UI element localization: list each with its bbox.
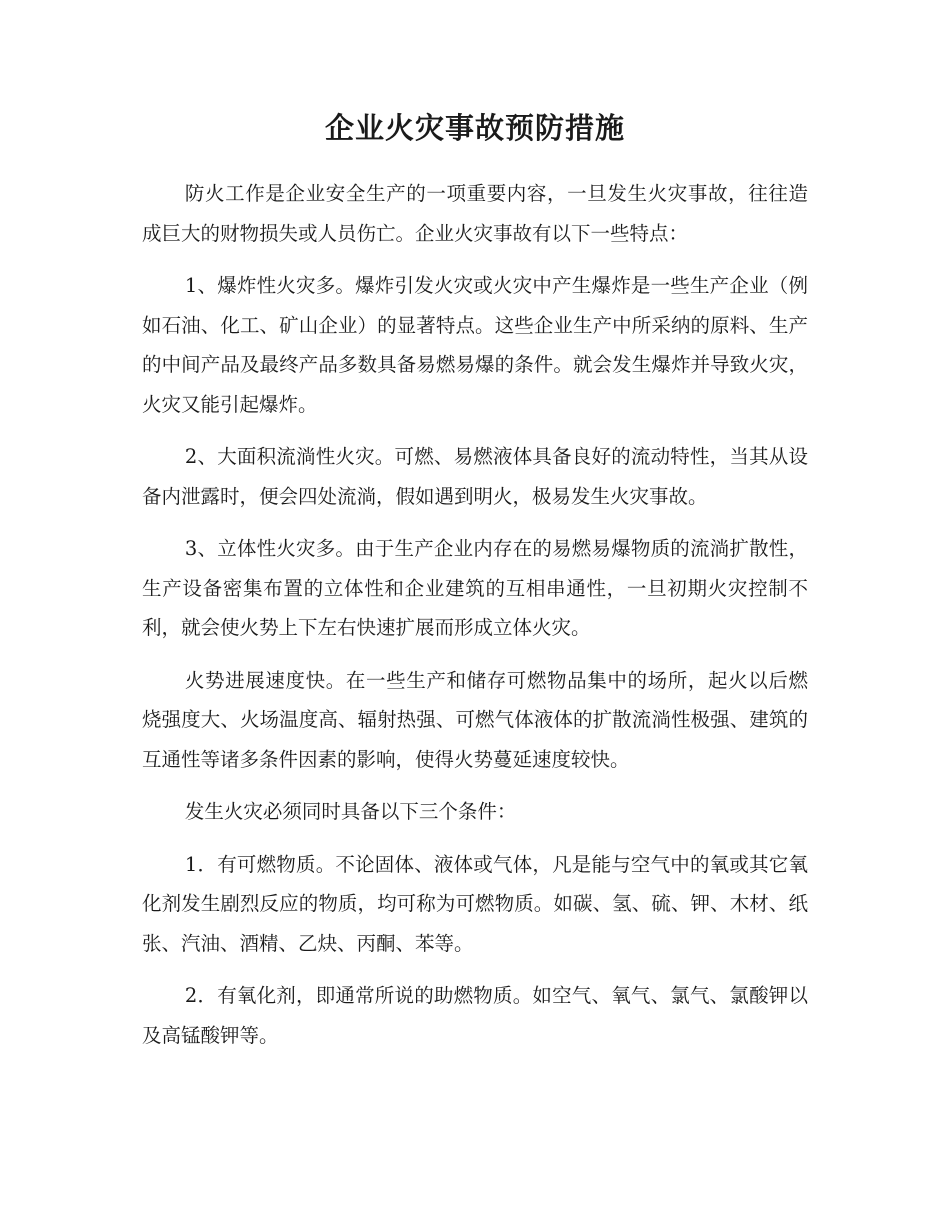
paragraph-oxidizers: 2．有氧化剂，即通常所说的助燃物质。如空气、氧气、氯气、氯酸钾以及高锰酸钾等。 (142, 984, 808, 1047)
paragraph-flowing-fires: 2、大面积流淌性火灾。可燃、易燃液体具备良好的流动特性，当其从设备内泄露时，便会四处流淌，假如遇到明火，极易发生火灾事故。 (142, 445, 808, 508)
paragraph-fast-spread: 火势进展速度快。在一些生产和储存可燃物品集中的场所，起火以后燃烧强度大、火场温度高、辐射热强、可燃气体液体的扩散流淌性极强、建筑的互通性等诸多条件因素的影响，使得火势蔓延速度较快。 (142, 668, 808, 771)
document-page (142, 108, 808, 1068)
document-title: 企业火灾事故预防措施 (324, 111, 625, 145)
paragraph-combustibles: 1．有可燃物质。不论固体、液体或气体，凡是能与空气中的氧或其它氧化剂发生剧烈反应的物质，均可称为可燃物质。如碳、氢、硫、钾、木材、纸张、汽油、酒精、乙炔、丙酮、苯等。 (142, 852, 808, 955)
paragraph-three-conditions: 发生火灾必须同时具备以下三个条件： (184, 800, 517, 823)
paragraph-3d-fires: 3、立体性火灾多。由于生产企业内存在的易燃易爆物质的流淌扩散性，生产设备密集布置的立体性和企业建筑的互相串通性，一旦初期火灾控制不利，就会使火势上下左右快速扩展而形成立体火灾。 (142, 537, 808, 639)
paragraph-intro: 防火工作是企业安全生产的一项重要内容，一旦发生火灾事故，往往造成巨大的财物损失或人员伤亡。企业火灾事故有以下一些特点： (142, 182, 808, 245)
paragraph-explosive-fires: 1、爆炸性火灾多。爆炸引发火灾或火灾中产生爆炸是一些生产企业（例如石油、化工、矿山企业）的显著特点。这些企业生产中所采纳的原料、生产的中间产品及最终产品多数具备易燃易爆的条件。就会发生爆炸并导致火灾，火灾又能引起爆炸。 (142, 274, 808, 416)
